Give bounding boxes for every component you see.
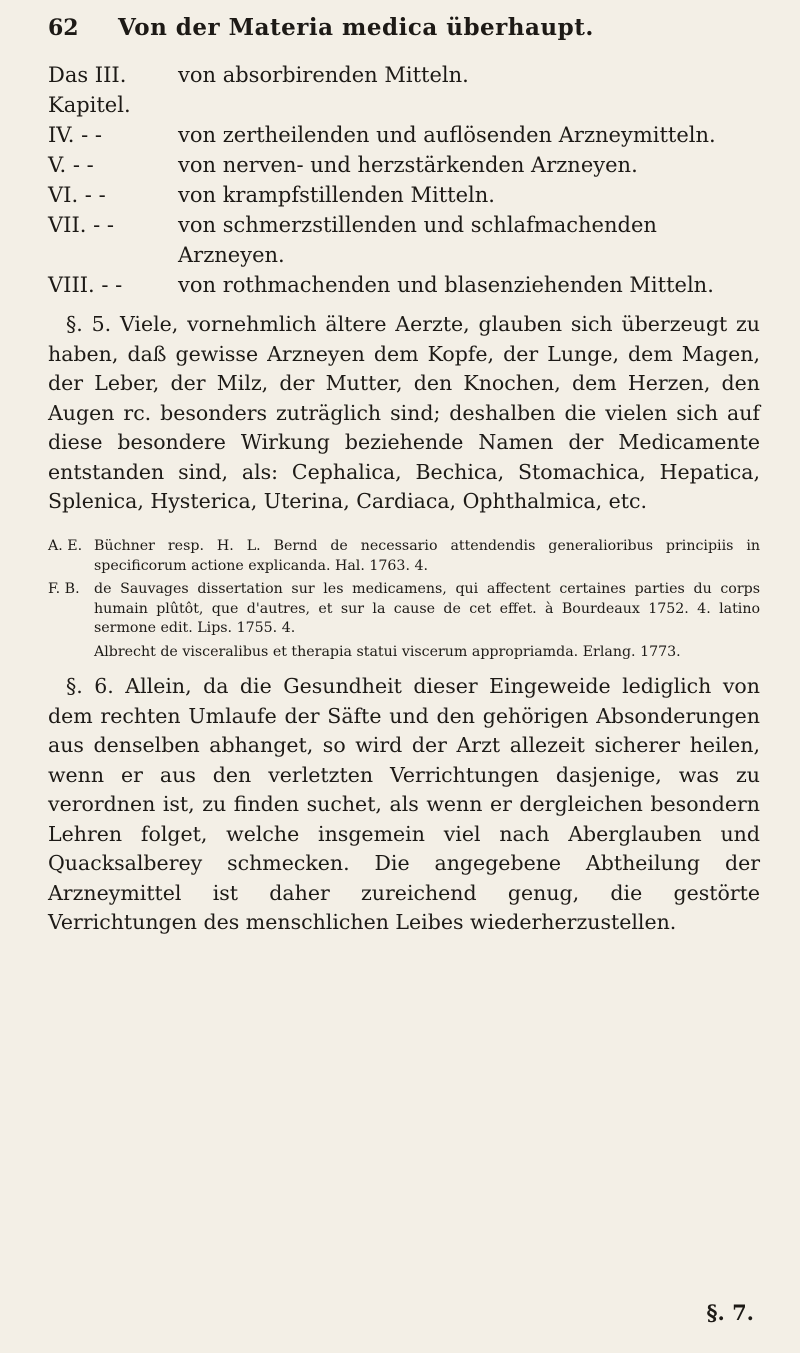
section-text: Viele, vornehmlich ältere Aerzte, glauben sich überzeugt zu haben, daß gewisse Arzneyen dem Kopfe, der Lunge, dem Magen, der Leber, der Milz, der Mutter, den Knochen, dem Herzen, den Augen rc. besonders zuträglich sind; deshalben die vielen sich auf diese besondere Wirkung beziehende Namen der Medicamente entstanden sind, als: Cephalica, Bechica, Stomachica, Hepatica, Splenica, Hysterica, Uterina, Cardiaca, Ophthalmica, etc. [48,312,760,513]
chapter-list [48,60,760,300]
catchword: §. 7. [706,1300,754,1325]
chapter-entry [48,210,760,270]
running-title: Von der Materia medica überhaupt. [118,14,594,41]
chapter-title: von rothmachenden und blasenziehenden Mitteln. [178,273,714,297]
section-mark: §. 5. [66,312,112,336]
references [48,537,760,662]
reference-label: F. B. [48,581,80,597]
page-number: 62 [48,15,79,41]
chapter-entry [48,60,760,120]
section-mark: §. 6. [66,674,114,698]
chapter-title: von schmerzstillenden und schlafmachenden Arzneyen. [178,213,657,267]
reference-item [48,537,760,576]
reference-text: Büchner resp. H. L. Bernd de necessario attendendis generalioribus principiis in specificorum actione explicanda. Hal. 1763. 4. [94,538,760,574]
chapter-number: V. - - [48,153,94,177]
reference-text: de Sauvages dissertation sur les medicamens, qui affectent certaines parties du corps humain plûtôt, que d'autres, et sur la cause de cet effet. à Bourdeaux 1752. 4. latino sermone edit. Lips. 1755. 4. [94,581,760,636]
chapter-number: IV. - - [48,123,103,147]
chapter-entry [48,180,760,210]
reference-label: A. E. [48,538,83,554]
reference-item [48,580,760,639]
chapter-number: Das III. Kapitel. [48,63,131,117]
chapter-entry [48,150,760,180]
chapter-title: von krampfstillenden Mitteln. [178,183,495,207]
section-text: Allein, da die Gesundheit dieser Eingeweide lediglich von dem rechten Umlaufe der Säfte und den gehörigen Absonderungen aus denselben abhanget, so wird der Arzt allezeit sicherer heilen, wenn er aus den verletzten Verrichtungen dasjenige, was zu verordnen ist, zu finden suchet, als wenn er dergleichen besondern Lehren folget, welche insgemein viel nach Aberglauben und Quacksalberey schmecken. Die angegebene Abtheilung der Arzneymittel ist daher zureichend genug, die gestörte Verrichtungen des menschlichen Leibes wiederherzustellen. [48,674,760,934]
chapter-entry [48,270,760,300]
section-5-paragraph [48,310,760,517]
section-6-paragraph [48,672,760,938]
chapter-number: VIII. - - [48,273,123,297]
chapter-number: VI. - - [48,183,106,207]
chapter-title: von nerven- und herzstärkenden Arzneyen. [178,153,638,177]
reference-item [48,643,760,663]
chapter-title: von absorbirenden Mitteln. [178,63,469,87]
chapter-number: VII. - - [48,213,114,237]
page-header [48,14,760,54]
chapter-title: von zertheilenden und auflösenden Arzneymitteln. [178,123,716,147]
reference-text: Albrecht de visceralibus et therapia statui viscerum appropriamda. Erlang. 1773. [94,643,681,660]
chapter-entry [48,120,760,150]
reference-label [48,643,94,663]
